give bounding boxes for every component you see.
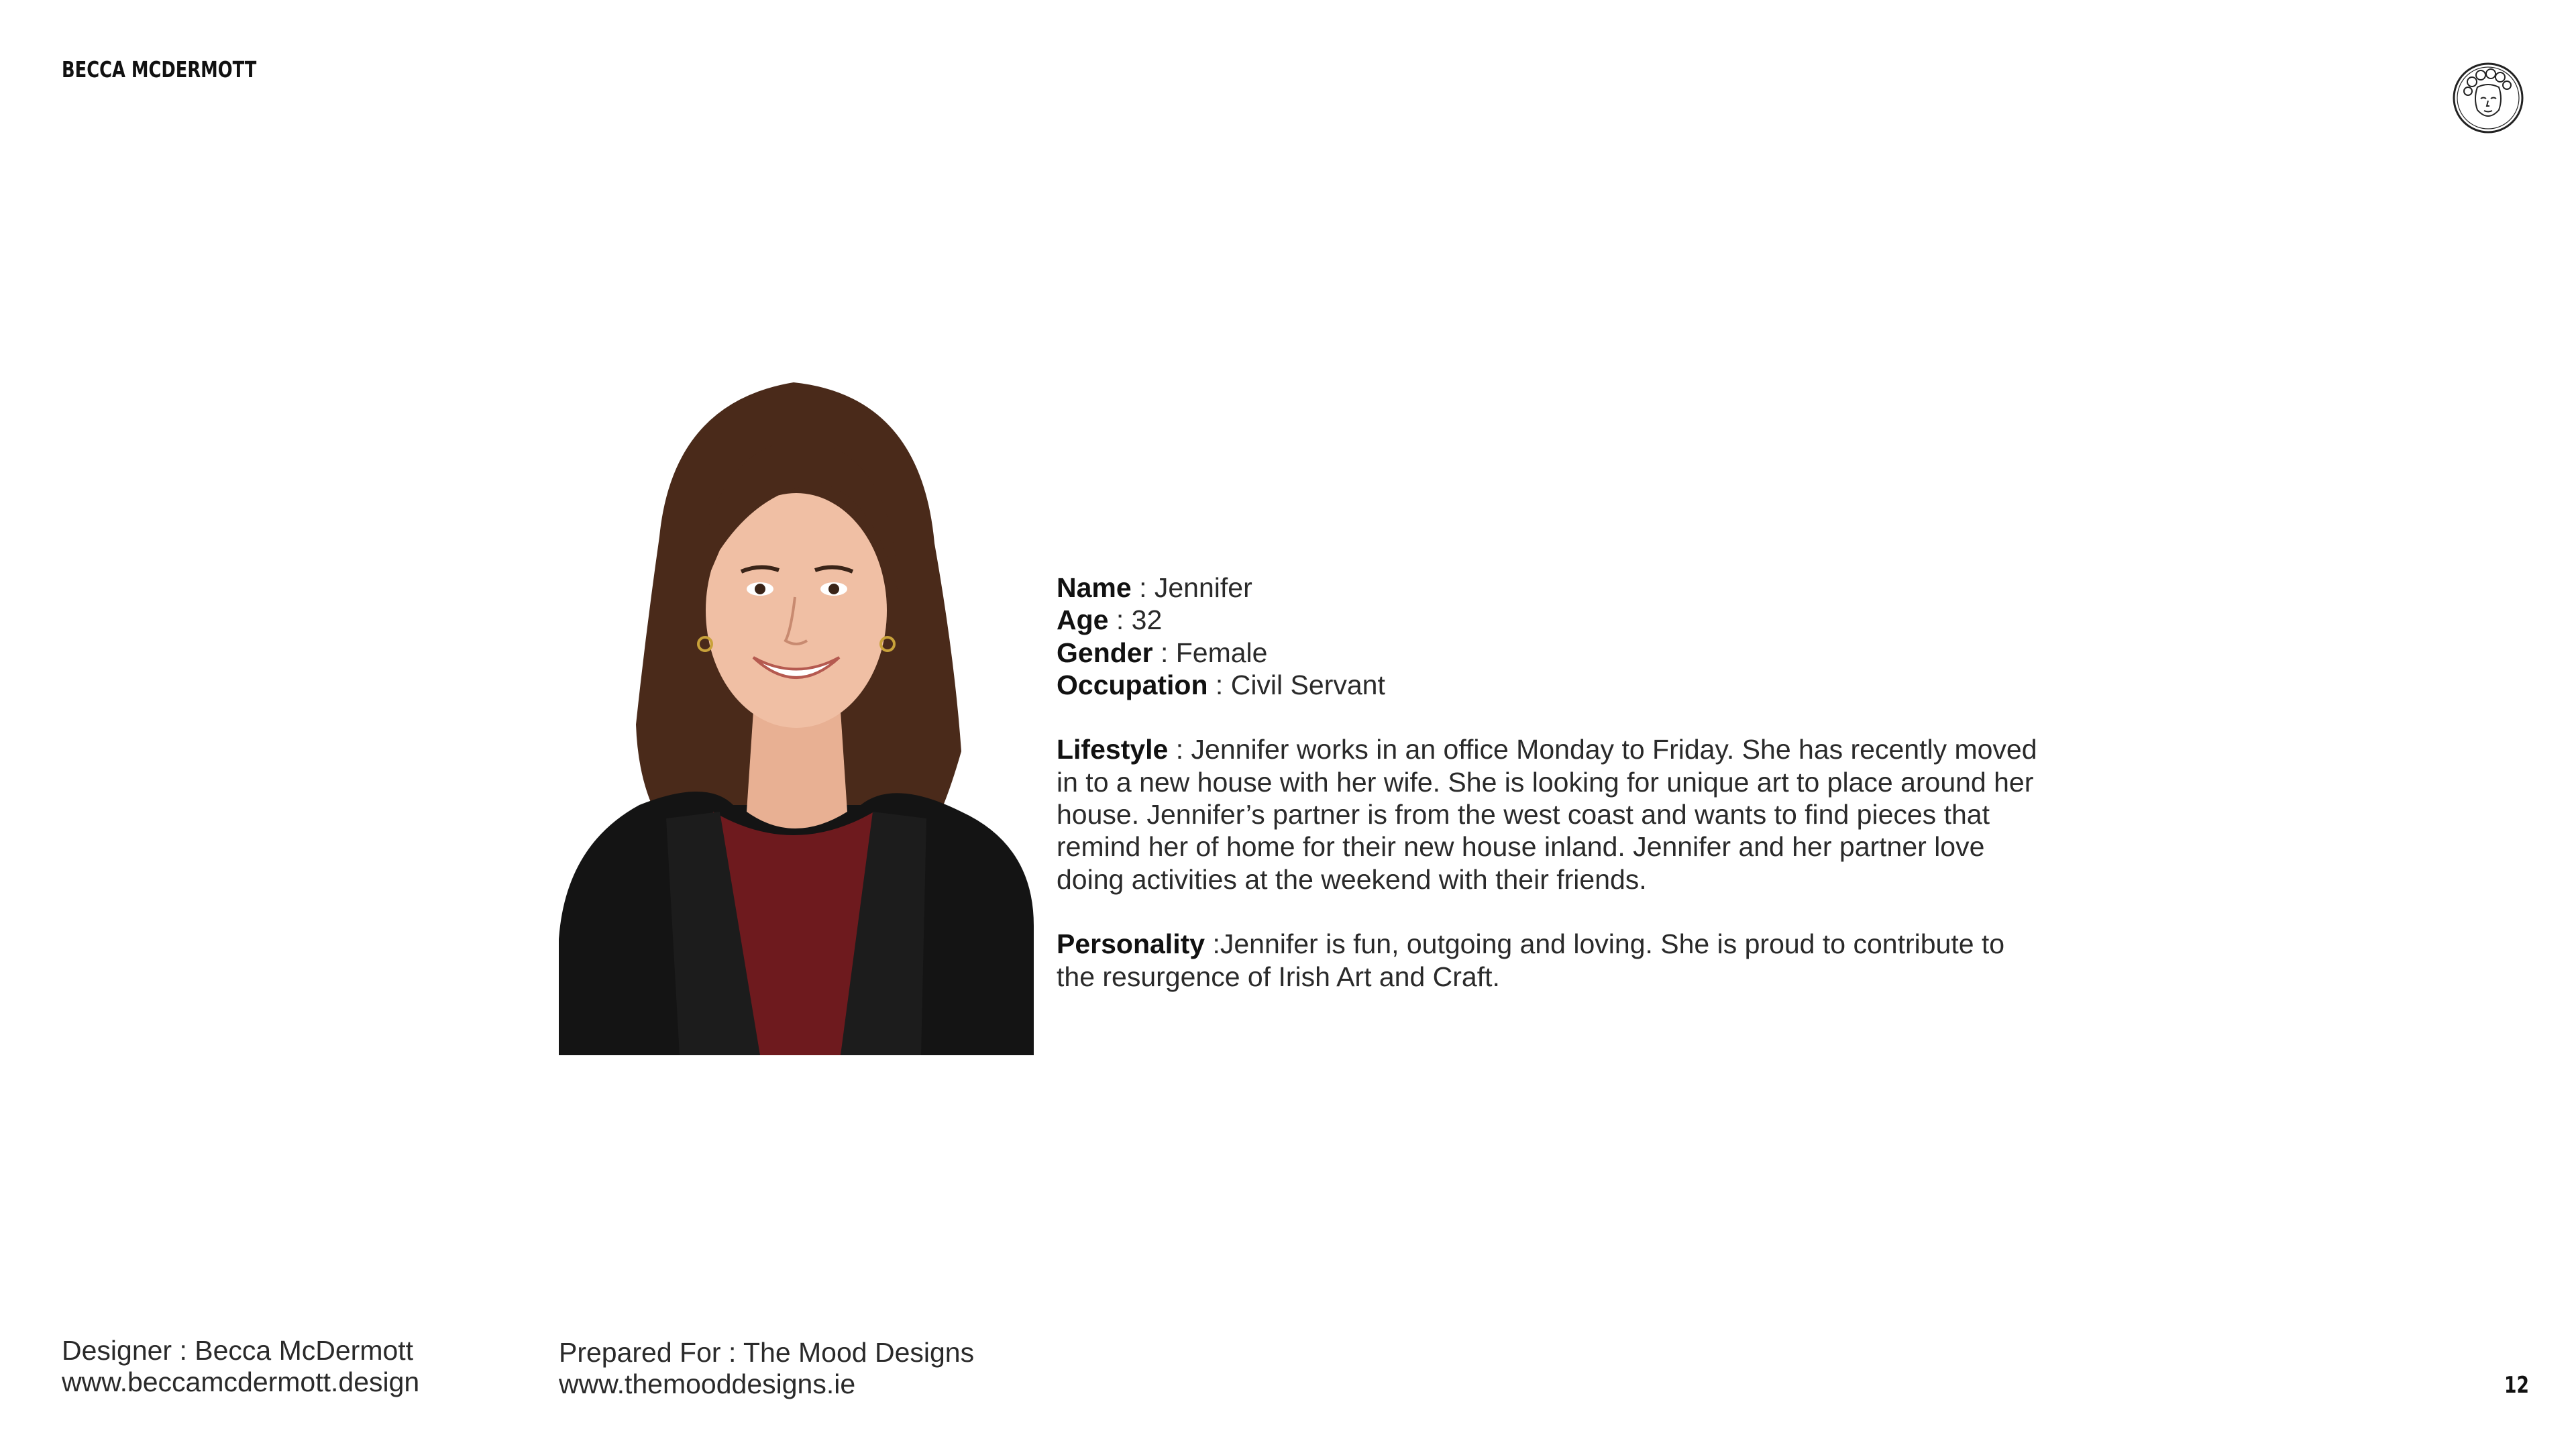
persona-lifestyle [1057,733,2049,895]
designer-website: www.beccamcdermott.design [62,1366,420,1397]
field-separator: : [1108,604,1132,636]
persona-personality [1057,928,2049,993]
field-separator: : [1131,572,1155,603]
client-credit [559,1337,974,1400]
persona-age-row [1057,604,2049,636]
persona-gender-row [1057,637,2049,669]
persona-name-value: Jennifer [1154,572,1252,603]
field-separator: : [1168,734,1191,765]
spacer [1057,701,2049,733]
persona-lifestyle-text: Jennifer works in an office Monday to Friday. She has recently moved in to a new house with her wife. She is looking for unique art to place around her house. Jennifer’s partner is from the west coast and wants to find pieces that remind her of home for their new house inland. Jennifer and her partner love doing activities at the weekend with their friends. [1057,734,2037,895]
field-label: Personality [1057,928,1205,960]
client-website: www.themooddesigns.ie [559,1368,856,1399]
persona-personality-text: Jennifer is fun, outgoing and loving. She is proud to contribute to the resurgence of Irish Art and Craft. [1057,928,2005,992]
persona-details [1057,572,2049,993]
woman-face-logo-icon [2452,62,2524,134]
persona-occupation-value: Civil Servant [1230,669,1385,700]
persona-age-value: 32 [1131,604,1163,636]
persona-gender-value: Female [1175,637,1268,668]
designer-credit [62,1335,419,1398]
field-label: Occupation [1057,669,1208,700]
page-number: 12 [2504,1372,2529,1399]
persona-portrait-illustration [559,376,1034,1055]
spacer [1057,896,2049,928]
field-separator: : [1208,669,1231,700]
field-label: Lifestyle [1057,734,1169,765]
field-separator: : [1205,928,1220,960]
field-label: Name [1057,572,1132,603]
field-label: Age [1057,604,1109,636]
field-label: Gender [1057,637,1153,668]
field-separator: : [1152,637,1176,668]
persona-name-row [1057,572,2049,604]
persona-occupation-row [1057,669,2049,701]
prepared-for: Prepared For : The Mood Designs [559,1337,975,1368]
persona-photo [559,376,1034,1055]
designer-name: Designer : Becca McDermott [62,1335,414,1366]
brand-wordmark: BECCA MCDERMOTT [62,56,257,83]
